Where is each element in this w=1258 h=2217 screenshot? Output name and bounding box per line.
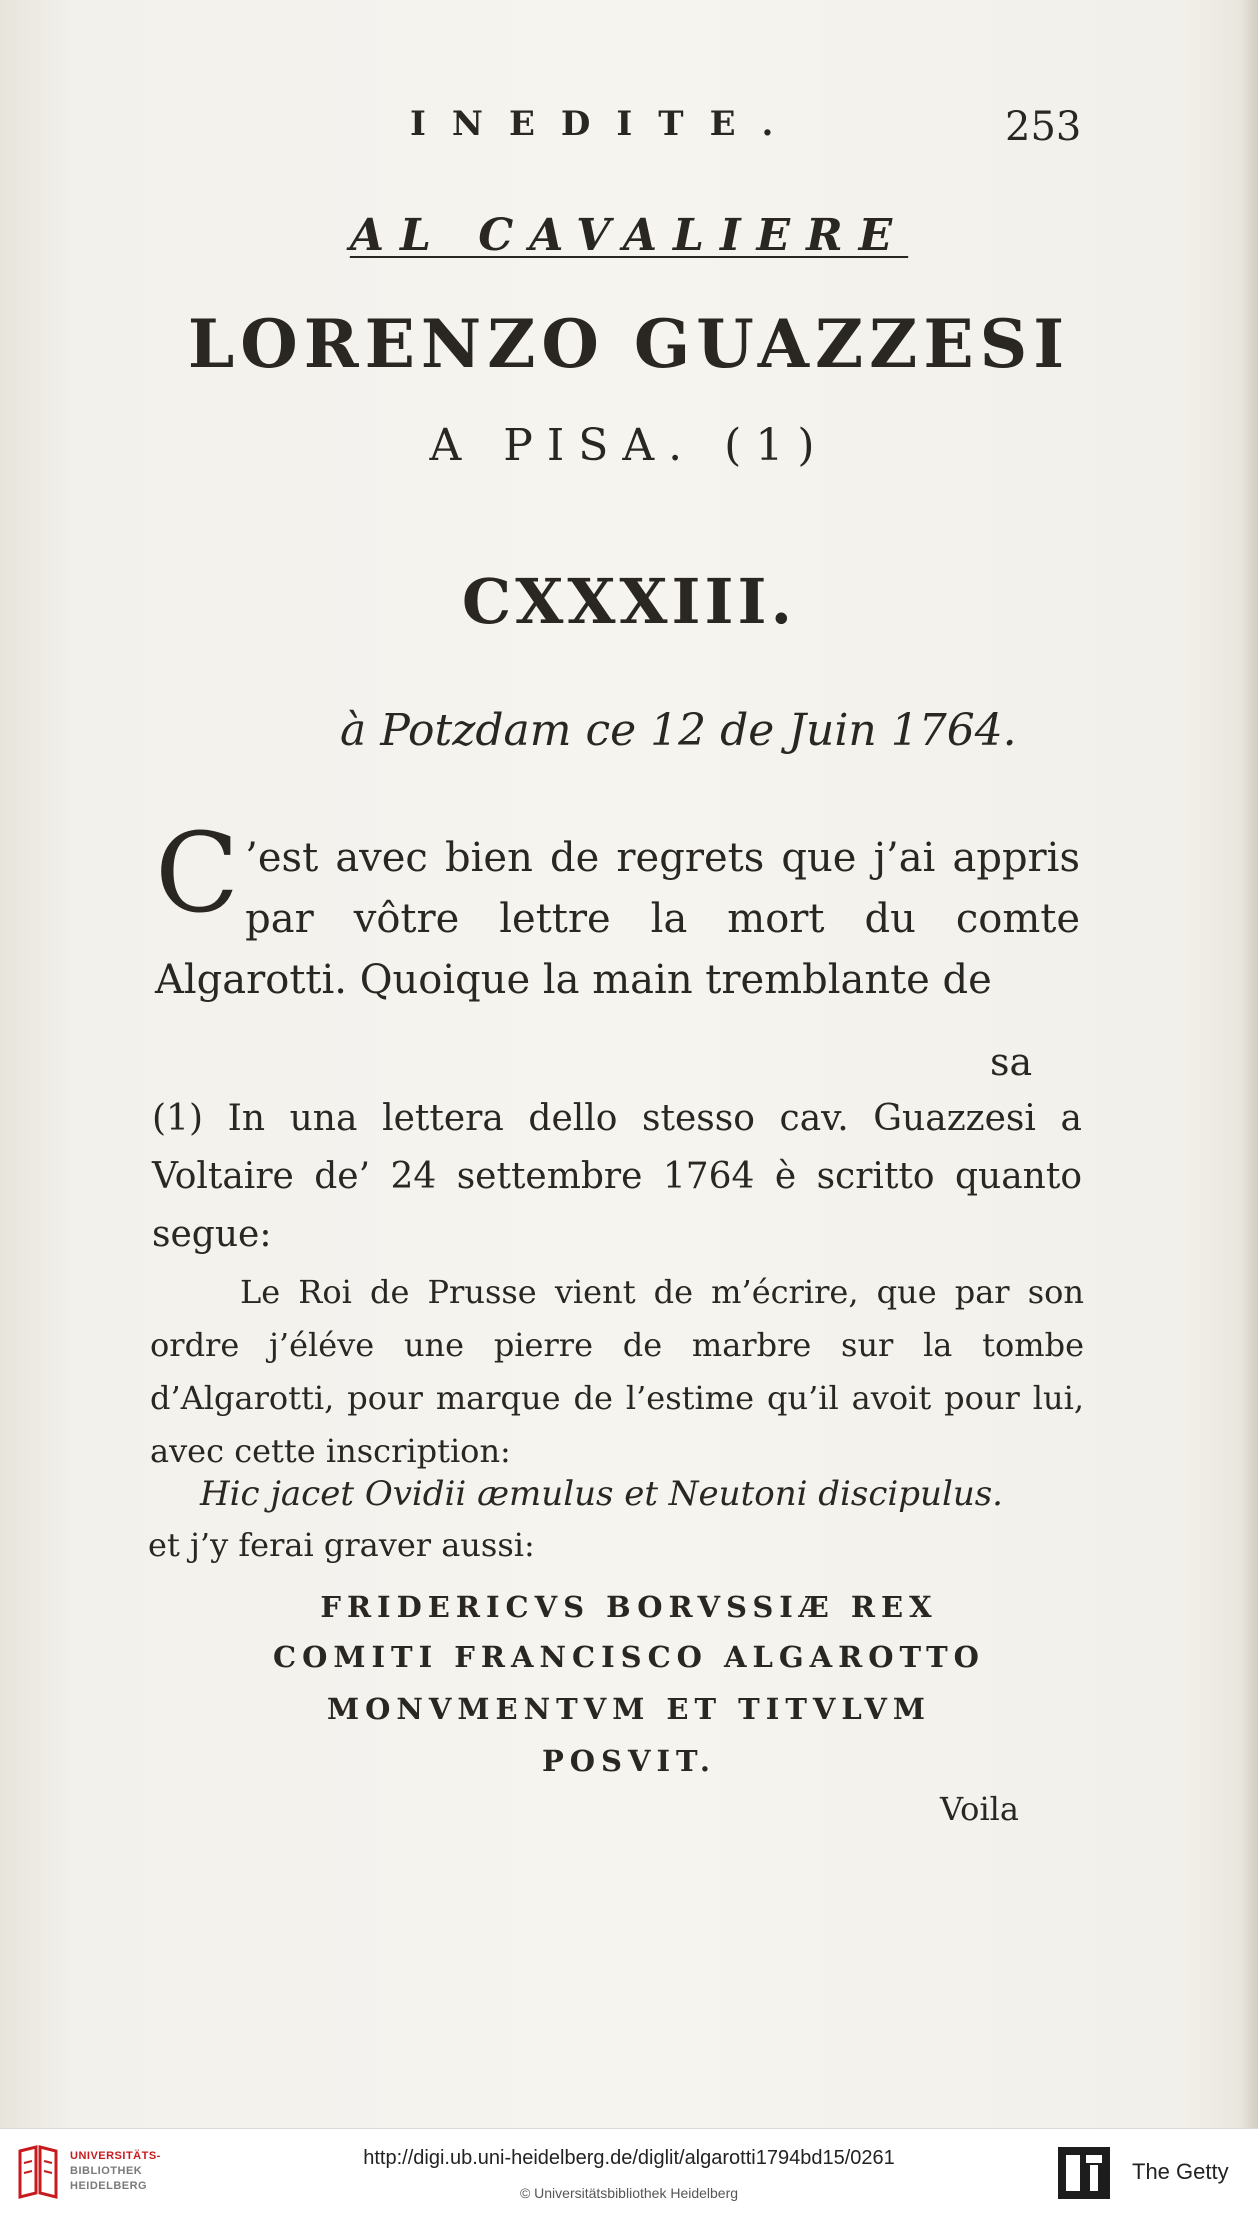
catchword: sa (990, 1040, 1033, 1084)
viewer-footer (0, 2128, 1258, 2217)
addressee-name: LORENZO GUAZZESI (187, 305, 1071, 383)
drop-cap: C (155, 809, 240, 937)
getty-logo-icon[interactable] (1058, 2147, 1110, 2199)
inscription-line: COMITI FRANCISCO ALGAROTTO (273, 1640, 985, 1674)
addressee-place: A PISA. (1) (429, 420, 829, 471)
quoted-passage (150, 1266, 1084, 1478)
inscription-line: FRIDERICVS BORVSSIÆ REX (320, 1590, 938, 1624)
letter-body (155, 809, 1080, 1011)
quoted-passage-text: Le Roi de Prusse vient de m’écrire, que par son ordre j’éléve une pierre de marbre sur la tombe d’Algarotti, pour marque de l’estime qu’il avoit pour lui, avec cette inscription: (150, 1273, 1084, 1470)
addressee-title: AL CAVALIERE (349, 210, 909, 261)
footnote: (1) In una lettera dello stesso cav. Guazzesi a Voltaire de’ 24 settembre 1764 è scritto quanto segue: (152, 1098, 1082, 1255)
inscription-line: POSVIT. (541, 1744, 716, 1778)
running-head: INEDITE. (410, 104, 800, 144)
inscription-line: MONVMENTVM ET TITVLVM (327, 1692, 931, 1726)
copyright-notice: © Universitätsbibliothek Heidelberg (519, 2185, 739, 2201)
dateline: à Potzdam ce 12 de Juin 1764. (340, 705, 1017, 756)
getty-label: The Getty (1132, 2159, 1229, 2184)
letter-number: CXXXIII. (461, 565, 797, 638)
latin-epitaph: Hic jacet Ovidii æmulus et Neutoni discipulus. (200, 1474, 1003, 1514)
footnote-catchword: Voila (940, 1790, 1019, 1828)
permalink-url[interactable]: http://digi.ub.uni-heidelberg.de/diglit/algarotti1794bd15/0261 (363, 2147, 895, 2169)
library-name: UNIVERSITÄTS- BIBLIOTHEK HEIDELBERG (70, 2150, 161, 2192)
letter-body-text: ’est avec bien de regrets que j’ai appris par vôtre lettre la mort du comte Algarotti. Quoique la main tremblante de (155, 835, 1080, 1003)
page-number: 253 (1005, 104, 1082, 150)
quoted-passage-continuation: et j’y ferai graver aussi: (148, 1526, 535, 1564)
